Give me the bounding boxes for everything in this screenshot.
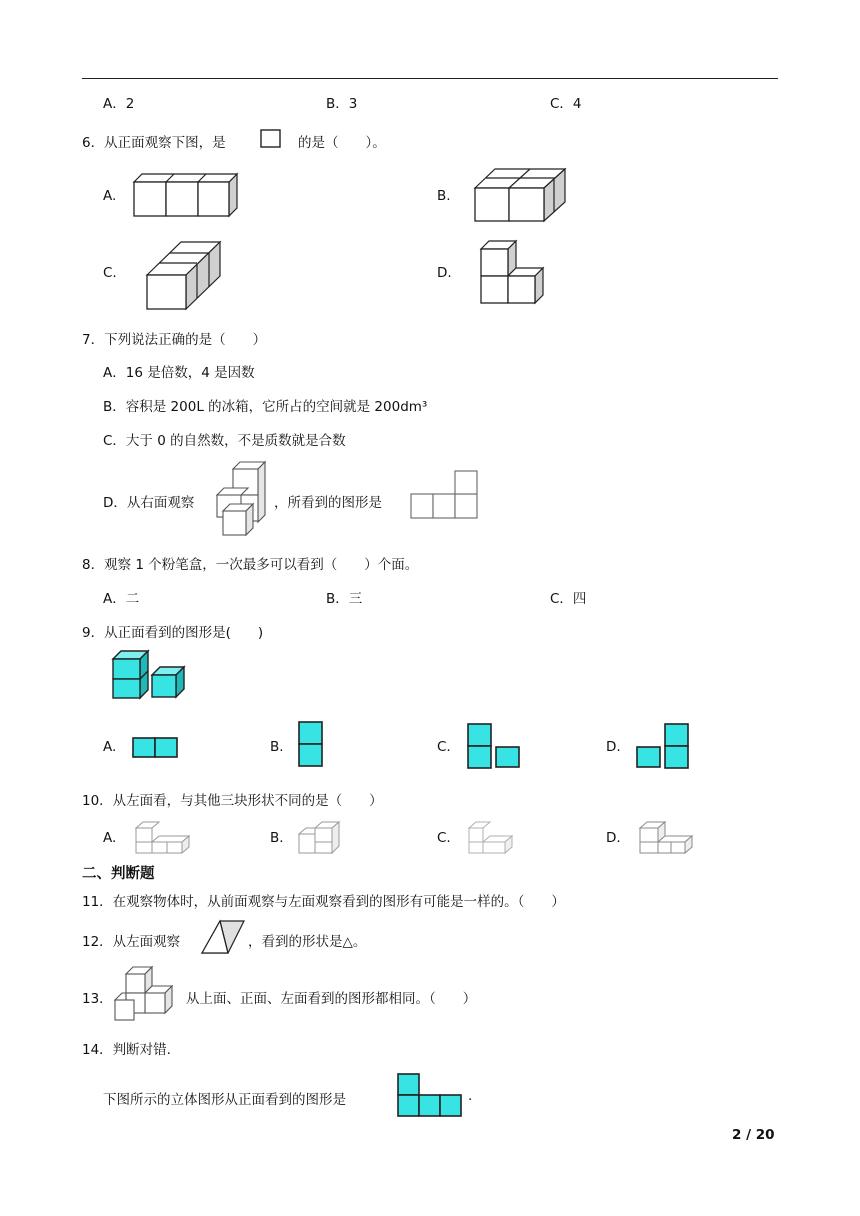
q7-option-d-prefix[interactable]: D．从右面观察 [103, 495, 195, 511]
q9-option-d-figure[interactable] [636, 723, 690, 769]
q6-stem-suffix: 的是（ ）。 [298, 135, 386, 151]
q12-prism-figure [200, 919, 246, 955]
q8-option-a[interactable]: A．二 [103, 591, 140, 607]
q14-stem: 14．判断对错. [82, 1042, 171, 1058]
q9-option-c-figure[interactable] [467, 723, 521, 769]
q6-stem-prefix: 6．从正面观察下图，是 [82, 135, 226, 151]
q5-option-a[interactable]: A．2 [103, 96, 135, 112]
q10-option-c-figure[interactable] [466, 820, 516, 856]
q7-option-b[interactable]: B．容积是 200L 的冰箱，它所占的空间就是 200dm³ [103, 399, 428, 415]
q9-option-b-label[interactable]: B. [270, 739, 284, 755]
q14-cyan-front-view-figure [397, 1073, 463, 1117]
q6-square-icon [260, 129, 282, 149]
q7-stem: 7．下列说法正确的是（ ） [82, 332, 267, 348]
q10-option-a-label[interactable]: A. [103, 830, 117, 846]
q7-cube-stack-figure [216, 461, 268, 537]
q11-stem: 11．在观察物体时，从前面观察与左面观察看到的图形有可能是一样的。（ ） [82, 894, 565, 910]
q14-text: 下图所示的立体图形从正面看到的图形是 [103, 1092, 346, 1108]
q10-option-c-label[interactable]: C. [437, 830, 451, 846]
q10-stem: 10．从左面看，与其他三块形状不同的是（ ） [82, 793, 383, 809]
q7-option-c[interactable]: C．大于 0 的自然数，不是质数就是合数 [103, 433, 346, 449]
q12-suffix: ，看到的形状是△。 [248, 934, 367, 950]
page-number: 2 / 20 [732, 1127, 775, 1143]
q10-option-d-figure[interactable] [637, 820, 695, 856]
q13-stem: 从上面、正面、左面看到的图形都相同。（ ） [186, 991, 477, 1007]
q10-option-b-label[interactable]: B. [270, 830, 284, 846]
q8-stem: 8．观察 1 个粉笔盒，一次最多可以看到（ ）个面。 [82, 557, 419, 573]
q7-option-d-suffix: ，所看到的图形是 [274, 495, 382, 511]
q12-prefix: 12．从左面观察 [82, 934, 181, 950]
section-title-true-false: 二、判断题 [82, 866, 155, 882]
q6-option-a-label[interactable]: A. [103, 188, 117, 204]
q6-option-c-cubes-figure[interactable] [146, 234, 224, 310]
q6-option-d-cubes-figure[interactable] [480, 240, 546, 304]
q9-option-a-figure[interactable] [132, 737, 178, 759]
q8-option-b[interactable]: B．三 [326, 591, 363, 607]
q13-cubes-figure [114, 966, 176, 1024]
q6-option-a-cubes-figure[interactable] [133, 172, 239, 218]
q5-option-b[interactable]: B．3 [326, 96, 358, 112]
q10-option-b-figure[interactable] [297, 820, 347, 856]
q6-option-b-label[interactable]: B. [437, 188, 451, 204]
q9-stem: 9．从正面看到的图形是( ) [82, 625, 264, 641]
q8-option-c[interactable]: C．四 [550, 591, 587, 607]
q9-option-c-label[interactable]: C. [437, 739, 451, 755]
q9-option-d-label[interactable]: D. [606, 739, 621, 755]
q9-cyan-cubes-figure [112, 650, 186, 700]
q5-option-c[interactable]: C．4 [550, 96, 582, 112]
q10-option-a-figure[interactable] [133, 820, 191, 856]
q10-option-d-label[interactable]: D. [606, 830, 621, 846]
q6-option-b-cubes-figure[interactable] [474, 168, 568, 222]
q6-option-c-label[interactable]: C. [103, 265, 117, 281]
q14-end-period: . [468, 1088, 473, 1104]
q7-right-view-figure [410, 470, 478, 520]
q6-option-d-label[interactable]: D. [437, 265, 452, 281]
q9-option-b-figure[interactable] [298, 721, 324, 767]
q13-number: 13． [82, 991, 113, 1007]
q7-option-a[interactable]: A．16 是倍数，4 是因数 [103, 365, 255, 381]
q9-option-a-label[interactable]: A. [103, 739, 117, 755]
header-rule [82, 78, 778, 79]
